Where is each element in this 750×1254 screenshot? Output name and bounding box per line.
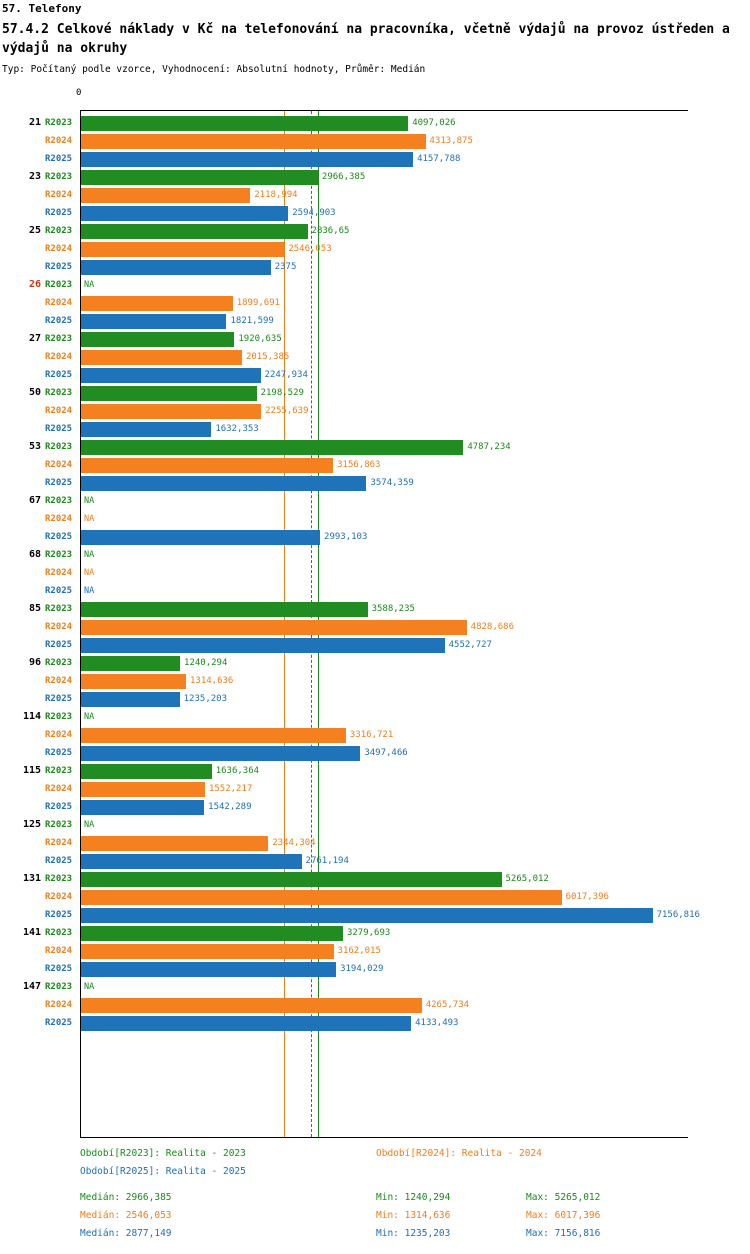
legend-series-0-name: Období[R2023]: Realita - 2023 xyxy=(80,1148,246,1159)
bar-row xyxy=(45,979,688,997)
bar-value-label: 4552,727 xyxy=(448,640,492,650)
category-label: 125 xyxy=(22,819,41,830)
bar-value-label: 4313,875 xyxy=(429,136,473,146)
bar-row xyxy=(45,349,688,367)
legend-series-1-name: Období[R2024]: Realita - 2024 xyxy=(376,1148,542,1159)
bar[interactable] xyxy=(81,368,261,383)
bar-row xyxy=(45,781,688,799)
series-label-R2024: R2024 xyxy=(45,298,73,308)
bar-value-label: 1314,636 xyxy=(189,676,234,686)
bar[interactable] xyxy=(81,638,445,653)
category-label: 50 xyxy=(28,387,41,398)
series-label-R2023: R2023 xyxy=(45,550,73,560)
series-label-R2023: R2023 xyxy=(45,226,73,236)
bar-value-label: 4133,493 xyxy=(415,1018,459,1028)
bar-row xyxy=(45,295,688,313)
bar-row xyxy=(45,475,688,493)
bar-value-label: NA xyxy=(84,712,95,722)
series-label-R2024: R2024 xyxy=(45,568,73,578)
bar-group xyxy=(28,331,688,385)
bar[interactable] xyxy=(81,170,318,185)
bar[interactable] xyxy=(81,242,284,257)
series-label-R2023: R2023 xyxy=(45,658,73,668)
series-label-R2025: R2025 xyxy=(45,910,73,920)
bar-row xyxy=(45,997,688,1015)
bar-row xyxy=(45,565,688,583)
bar-value-label: 2118,994 xyxy=(254,190,298,200)
series-label-R2023: R2023 xyxy=(45,766,73,776)
bar[interactable] xyxy=(81,134,426,149)
chart-legend xyxy=(80,1148,740,1246)
category-label: 25 xyxy=(28,225,41,236)
bar-row xyxy=(45,601,688,619)
bar[interactable] xyxy=(81,728,346,743)
bar-value-label: 7156,816 xyxy=(656,910,700,920)
bar-group xyxy=(22,763,688,817)
series-label-R2023: R2023 xyxy=(45,388,73,398)
category-label: 53 xyxy=(28,441,41,452)
page-title: 57.4.2 Celkové náklady v Kč na telefonování na pracovníka, včetně výdajů na provoz ústředen a výdajů na okruhy xyxy=(2,22,730,56)
bar-value-label: 2993,103 xyxy=(324,532,368,542)
bar[interactable] xyxy=(81,854,302,869)
bar[interactable] xyxy=(81,296,233,311)
bar-row xyxy=(45,673,688,691)
series-label-R2023: R2023 xyxy=(45,928,73,938)
bar-value-label: 4265,734 xyxy=(425,1000,470,1010)
bar-group xyxy=(28,547,688,601)
bar-row xyxy=(45,871,688,889)
series-label-R2025: R2025 xyxy=(45,262,73,272)
bar[interactable] xyxy=(81,602,368,617)
series-label-R2024: R2024 xyxy=(45,784,73,794)
bar-row xyxy=(45,943,688,961)
bar-row xyxy=(45,511,688,529)
section-title: 57. Telefony xyxy=(2,2,82,15)
bar[interactable] xyxy=(81,152,413,167)
bar-row xyxy=(45,1015,688,1033)
category-label: 131 xyxy=(22,873,41,884)
bar[interactable] xyxy=(81,926,343,941)
category-label: 68 xyxy=(28,549,41,560)
bar[interactable] xyxy=(81,944,334,959)
bar[interactable] xyxy=(81,908,653,923)
bar-row xyxy=(45,961,688,979)
bar-row xyxy=(45,403,688,421)
series-label-R2024: R2024 xyxy=(45,946,73,956)
bar-group xyxy=(28,223,688,277)
series-label-R2023: R2023 xyxy=(45,334,73,344)
bar-row xyxy=(45,799,688,817)
bar-group xyxy=(28,655,688,709)
bar-row xyxy=(45,187,688,205)
bar-row xyxy=(45,925,688,943)
legend-series-2-median: Medián: 2877,149 xyxy=(80,1228,172,1239)
series-label-R2025: R2025 xyxy=(45,640,73,650)
category-label: 96 xyxy=(28,657,41,668)
series-label-R2023: R2023 xyxy=(45,712,73,722)
bar-row xyxy=(45,259,688,277)
series-label-R2025: R2025 xyxy=(45,154,73,164)
series-label-R2025: R2025 xyxy=(45,802,73,812)
bar-value-label: NA xyxy=(84,550,95,560)
bar[interactable] xyxy=(81,746,360,761)
bar-value-label: 1552,217 xyxy=(208,784,253,794)
legend-series-0-median: Medián: 2966,385 xyxy=(80,1192,172,1203)
bar-row xyxy=(45,583,688,601)
bar[interactable] xyxy=(81,872,502,887)
bar-row xyxy=(45,493,688,511)
bar-value-label: NA xyxy=(84,496,95,506)
bar-row xyxy=(45,637,688,655)
category-label: 21 xyxy=(28,117,41,128)
series-label-R2024: R2024 xyxy=(45,1000,73,1010)
bar-row xyxy=(45,745,688,763)
bar-value-label: 1542,289 xyxy=(208,802,252,812)
series-label-R2023: R2023 xyxy=(45,874,73,884)
bar-value-label: NA xyxy=(84,982,95,992)
series-label-R2024: R2024 xyxy=(45,244,73,254)
bar-row xyxy=(45,709,688,727)
bar[interactable] xyxy=(81,620,467,635)
category-label: 141 xyxy=(22,927,41,938)
series-label-R2024: R2024 xyxy=(45,838,73,848)
bar[interactable] xyxy=(81,224,308,239)
bar-value-label: 3497,466 xyxy=(364,748,408,758)
series-label-R2024: R2024 xyxy=(45,892,73,902)
bar-row xyxy=(45,169,688,187)
bar[interactable] xyxy=(81,422,211,437)
bar-value-label: NA xyxy=(84,280,95,290)
bar[interactable] xyxy=(81,386,257,401)
bar[interactable] xyxy=(81,206,288,221)
bar[interactable] xyxy=(81,440,463,455)
series-label-R2023: R2023 xyxy=(45,982,73,992)
bar-group xyxy=(22,925,688,979)
series-label-R2024: R2024 xyxy=(45,730,73,740)
bar-value-label: 1920,635 xyxy=(238,334,282,344)
bar[interactable] xyxy=(81,962,336,977)
bar-value-label: 3156,863 xyxy=(337,460,381,470)
bar-value-label: 3574,359 xyxy=(370,478,414,488)
bar-value-label: 2015,385 xyxy=(245,352,290,362)
bar-value-label: 6017,396 xyxy=(565,892,609,902)
bar-value-label: 1636,364 xyxy=(215,766,260,776)
bar[interactable] xyxy=(81,530,320,545)
bar-value-label: 4787,234 xyxy=(467,442,511,452)
series-label-R2025: R2025 xyxy=(45,748,73,758)
bar-value-label: 2247,934 xyxy=(264,370,308,380)
legend-series-0-min: Min: 1240,294 xyxy=(376,1192,451,1203)
chart-subtitle: Typ: Počítaný podle vzorce, Vyhodnocení: Absolutní hodnoty, Průměr: Medián xyxy=(2,64,426,75)
bar[interactable] xyxy=(81,350,242,365)
bar-row xyxy=(45,727,688,745)
bar[interactable] xyxy=(81,836,268,851)
bar-value-label: 1821,599 xyxy=(230,316,274,326)
bar-row xyxy=(45,763,688,781)
bar-row xyxy=(45,835,688,853)
bar-row xyxy=(45,133,688,151)
legend-series-2-max: Max: 7156,816 xyxy=(526,1228,601,1239)
bar[interactable] xyxy=(81,890,562,905)
legend-series-1-median: Medián: 2546,053 xyxy=(80,1210,172,1221)
bar-value-label: 3316,721 xyxy=(349,730,394,740)
bar[interactable] xyxy=(81,782,205,797)
bar[interactable] xyxy=(81,800,204,815)
bar-group xyxy=(22,871,700,925)
bar-row xyxy=(45,907,700,925)
bar-value-label: 5265,012 xyxy=(505,874,549,884)
bar-value-label: 2344,304 xyxy=(272,838,316,848)
bar-group xyxy=(28,385,688,439)
bar[interactable] xyxy=(81,116,408,131)
bar-value-label: 1240,294 xyxy=(184,658,228,668)
legend-series-1-max: Max: 6017,396 xyxy=(526,1210,601,1221)
series-label-R2023: R2023 xyxy=(45,280,73,290)
bar-value-label: 2255,639 xyxy=(265,406,309,416)
bar-row xyxy=(45,385,688,403)
series-label-R2024: R2024 xyxy=(45,460,73,470)
bar-row xyxy=(45,853,688,871)
bar[interactable] xyxy=(81,314,226,329)
category-label: 85 xyxy=(28,603,41,614)
series-label-R2023: R2023 xyxy=(45,820,73,830)
bar[interactable] xyxy=(81,998,422,1013)
bar-row xyxy=(45,889,688,907)
bar-row xyxy=(45,313,688,331)
bar-value-label: 3279,693 xyxy=(346,928,391,938)
bar-row xyxy=(45,547,688,565)
bar-row xyxy=(45,817,688,835)
bar-row xyxy=(45,655,688,673)
bar-row xyxy=(45,529,688,547)
series-label-R2025: R2025 xyxy=(45,1018,73,1028)
series-label-R2025: R2025 xyxy=(45,856,73,866)
bar-row xyxy=(45,439,688,457)
legend-series-2-min: Min: 1235,203 xyxy=(376,1228,451,1239)
bar-value-label: 1235,203 xyxy=(183,694,227,704)
bar-value-label: 2375 xyxy=(274,262,297,272)
category-label: 115 xyxy=(22,765,41,776)
bar-group xyxy=(28,277,688,331)
series-label-R2025: R2025 xyxy=(45,478,73,488)
bar-row xyxy=(45,421,688,439)
series-label-R2024: R2024 xyxy=(45,514,73,524)
bar-value-label: 2836,65 xyxy=(311,226,350,236)
bar-row xyxy=(45,331,688,349)
series-label-R2024: R2024 xyxy=(45,406,73,416)
series-label-R2023: R2023 xyxy=(45,604,73,614)
bar-group xyxy=(28,115,688,169)
bar-row xyxy=(45,619,688,637)
series-label-R2023: R2023 xyxy=(45,442,73,452)
bar-value-label: 3162,015 xyxy=(337,946,381,956)
category-label: 27 xyxy=(28,333,41,344)
legend-series-0-max: Max: 5265,012 xyxy=(526,1192,601,1203)
bar-value-label: NA xyxy=(84,586,95,596)
bar[interactable] xyxy=(81,332,234,347)
bar-value-label: 2966,385 xyxy=(321,172,366,182)
bar[interactable] xyxy=(81,674,186,689)
category-label: 67 xyxy=(28,495,41,506)
bar-value-label: NA xyxy=(84,514,95,524)
series-label-R2025: R2025 xyxy=(45,208,73,218)
bar[interactable] xyxy=(81,260,271,275)
bar-value-label: 1899,691 xyxy=(236,298,281,308)
bar[interactable] xyxy=(81,656,180,671)
bar-value-label: 4157,788 xyxy=(417,154,461,164)
bar[interactable] xyxy=(81,764,212,779)
bar-value-label: NA xyxy=(84,820,95,830)
bar-group xyxy=(22,817,688,871)
plot-area xyxy=(22,110,700,1138)
series-label-R2024: R2024 xyxy=(45,190,73,200)
bar-value-label: 2761,194 xyxy=(305,856,349,866)
series-label-R2024: R2024 xyxy=(45,136,73,146)
category-label: 23 xyxy=(28,171,41,182)
bar-row xyxy=(45,691,688,709)
bar-value-label: 3194,029 xyxy=(340,964,384,974)
series-label-R2024: R2024 xyxy=(45,676,73,686)
bar-group xyxy=(22,709,688,763)
bar-group xyxy=(22,979,688,1033)
bar-row xyxy=(45,115,688,133)
category-label: 26 xyxy=(28,279,41,290)
legend-series-1-min: Min: 1314,636 xyxy=(376,1210,451,1221)
axis-zero-label: 0 xyxy=(76,88,82,98)
bar-row xyxy=(45,367,688,385)
series-label-R2025: R2025 xyxy=(45,424,73,434)
bar-value-label: 3588,235 xyxy=(371,604,415,614)
bar-row xyxy=(45,241,688,259)
series-label-R2025: R2025 xyxy=(45,964,73,974)
bar[interactable] xyxy=(81,692,180,707)
bar-row xyxy=(45,151,688,169)
bar-value-label: 4828,686 xyxy=(470,622,515,632)
bar-group xyxy=(28,601,688,655)
category-label: 147 xyxy=(22,981,41,992)
bar-value-label: 2546,053 xyxy=(288,244,332,254)
bar-row xyxy=(45,223,688,241)
bar-value-label: 2594,903 xyxy=(292,208,336,218)
bar-group xyxy=(28,169,688,223)
series-label-R2025: R2025 xyxy=(45,370,73,380)
legend-series-2-name: Období[R2025]: Realita - 2025 xyxy=(80,1166,246,1177)
bar[interactable] xyxy=(81,188,250,203)
bar-group xyxy=(28,493,688,547)
series-label-R2025: R2025 xyxy=(45,586,73,596)
series-label-R2024: R2024 xyxy=(45,622,73,632)
bar[interactable] xyxy=(81,476,366,491)
bar-group xyxy=(28,439,688,493)
series-label-R2023: R2023 xyxy=(45,172,73,182)
series-label-R2024: R2024 xyxy=(45,352,73,362)
bar-value-label: 1632,353 xyxy=(215,424,259,434)
bar-row xyxy=(45,457,688,475)
bar-value-label: 2198,529 xyxy=(260,388,304,398)
bar-value-label: 4097,026 xyxy=(412,118,456,128)
bar[interactable] xyxy=(81,458,333,473)
series-label-R2025: R2025 xyxy=(45,532,73,542)
series-label-R2023: R2023 xyxy=(45,118,73,128)
series-label-R2025: R2025 xyxy=(45,694,73,704)
series-label-R2025: R2025 xyxy=(45,316,73,326)
bar[interactable] xyxy=(81,1016,411,1031)
series-label-R2023: R2023 xyxy=(45,496,73,506)
bar-value-label: NA xyxy=(84,568,95,578)
bar-row xyxy=(45,277,688,295)
bar-row xyxy=(45,205,688,223)
bar[interactable] xyxy=(81,404,261,419)
category-label: 114 xyxy=(22,711,41,722)
